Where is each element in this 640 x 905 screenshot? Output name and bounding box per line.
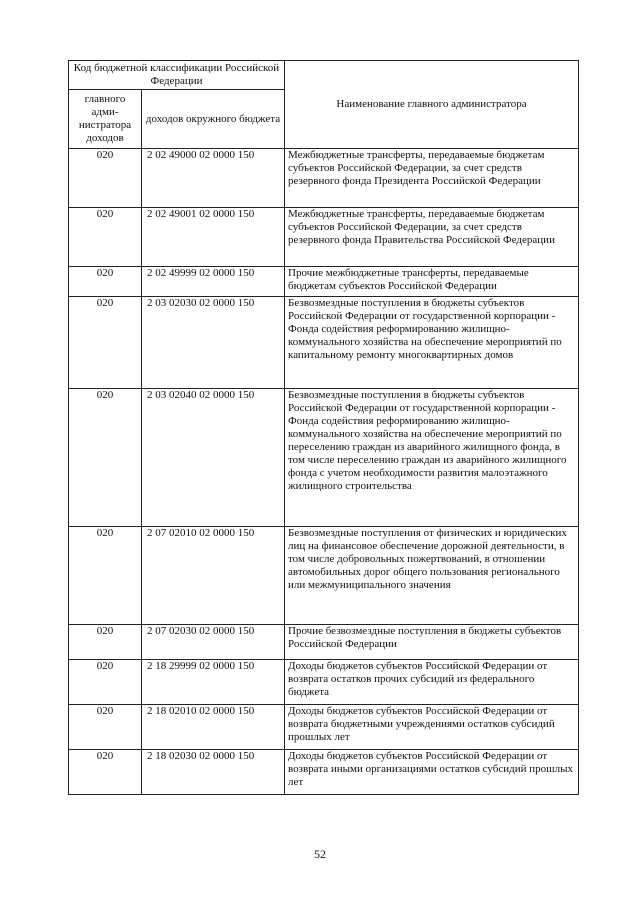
revenue-code-cell: 2 02 49999 02 0000 150 [142,267,285,297]
administrator-name-cell: Безвозмездные поступления в бюджеты субъектов Российской Федерации от государственной корпорации - Фонда содействия реформированию жилищно-коммунального хозяйства на обеспечение мероприятий по переселению граждан из аварийного жилищного фонда, в том числе переселению граждан из аварийного жилищного фонда с учетом необходимости развития малоэтажного жилищного строительства [285,389,579,527]
admin-code-cell: 020 [69,750,142,795]
admin-code-cell: 020 [69,267,142,297]
admin-code-cell: 020 [69,208,142,267]
admin-code-cell: 020 [69,660,142,705]
administrator-name-cell: Межбюджетные трансферты, передаваемые бюджетам субъектов Российской Федерации, за счет средств резервного фонда Президента Российской Федерации [285,149,579,208]
admin-code-cell: 020 [69,389,142,527]
revenue-code-cell: 2 02 49000 02 0000 150 [142,149,285,208]
revenue-code-cell: 2 02 49001 02 0000 150 [142,208,285,267]
table-row [69,705,579,750]
revenue-code-cell: 2 03 02030 02 0000 150 [142,297,285,389]
administrator-name-cell: Межбюджетные трансферты, передаваемые бюджетам субъектов Российской Федерации, за счет средств резервного фонда Правительства Российской Федерации [285,208,579,267]
table-row [69,527,579,625]
table-row [69,750,579,795]
header-group-label: Код бюджетной классификации Российской Федерации [69,61,285,90]
table-row [69,389,579,527]
header-admin-label: главного адми-нистратора доходов [69,90,142,149]
table-row [69,297,579,389]
table-row [69,660,579,705]
admin-code-cell: 020 [69,149,142,208]
revenue-code-cell: 2 03 02040 02 0000 150 [142,389,285,527]
administrator-name-cell: Безвозмездные поступления в бюджеты субъектов Российской Федерации от государственной корпорации - Фонда содействия реформированию жилищно-коммунального хозяйства на обеспечение мероприятий по капитальному ремонту многоквартирных домов [285,297,579,389]
revenue-code-cell: 2 07 02010 02 0000 150 [142,527,285,625]
administrator-name-cell: Прочие безвозмездные поступления в бюджеты субъектов Российской Федерации [285,625,579,660]
header-revenue-label: доходов окружного бюджета [142,90,285,149]
admin-code-cell: 020 [69,297,142,389]
administrator-name-cell: Прочие межбюджетные трансферты, передаваемые бюджетам субъектов Российской Федерации [285,267,579,297]
administrator-name-cell: Доходы бюджетов субъектов Российской Федерации от возврата иными организациями остатков субсидий прошлых лет [285,750,579,795]
revenue-code-cell: 2 18 29999 02 0000 150 [142,660,285,705]
revenue-code-cell: 2 07 02030 02 0000 150 [142,625,285,660]
administrator-name-cell: Безвозмездные поступления от физических и юридических лиц на финансовое обеспечение дорожной деятельности, в том числе добровольных пожертвований, в отношении автомобильных дорог общего пользования регионального или межмуниципального значения [285,527,579,625]
header-name-label: Наименование главного администратора [285,61,579,149]
administrator-name-cell: Доходы бюджетов субъектов Российской Федерации от возврата остатков прочих субсидий из федерального бюджета [285,660,579,705]
revenue-code-cell: 2 18 02030 02 0000 150 [142,750,285,795]
page-number: 52 [314,847,326,861]
admin-code-cell: 020 [69,705,142,750]
admin-code-cell: 020 [69,527,142,625]
administrator-name-cell: Доходы бюджетов субъектов Российской Федерации от возврата бюджетными учреждениями остатков субсидий прошлых лет [285,705,579,750]
table-row [69,149,579,208]
table-row [69,208,579,267]
table-row [69,267,579,297]
budget-classification-table [68,60,579,795]
admin-code-cell: 020 [69,625,142,660]
revenue-code-cell: 2 18 02010 02 0000 150 [142,705,285,750]
table-row [69,625,579,660]
